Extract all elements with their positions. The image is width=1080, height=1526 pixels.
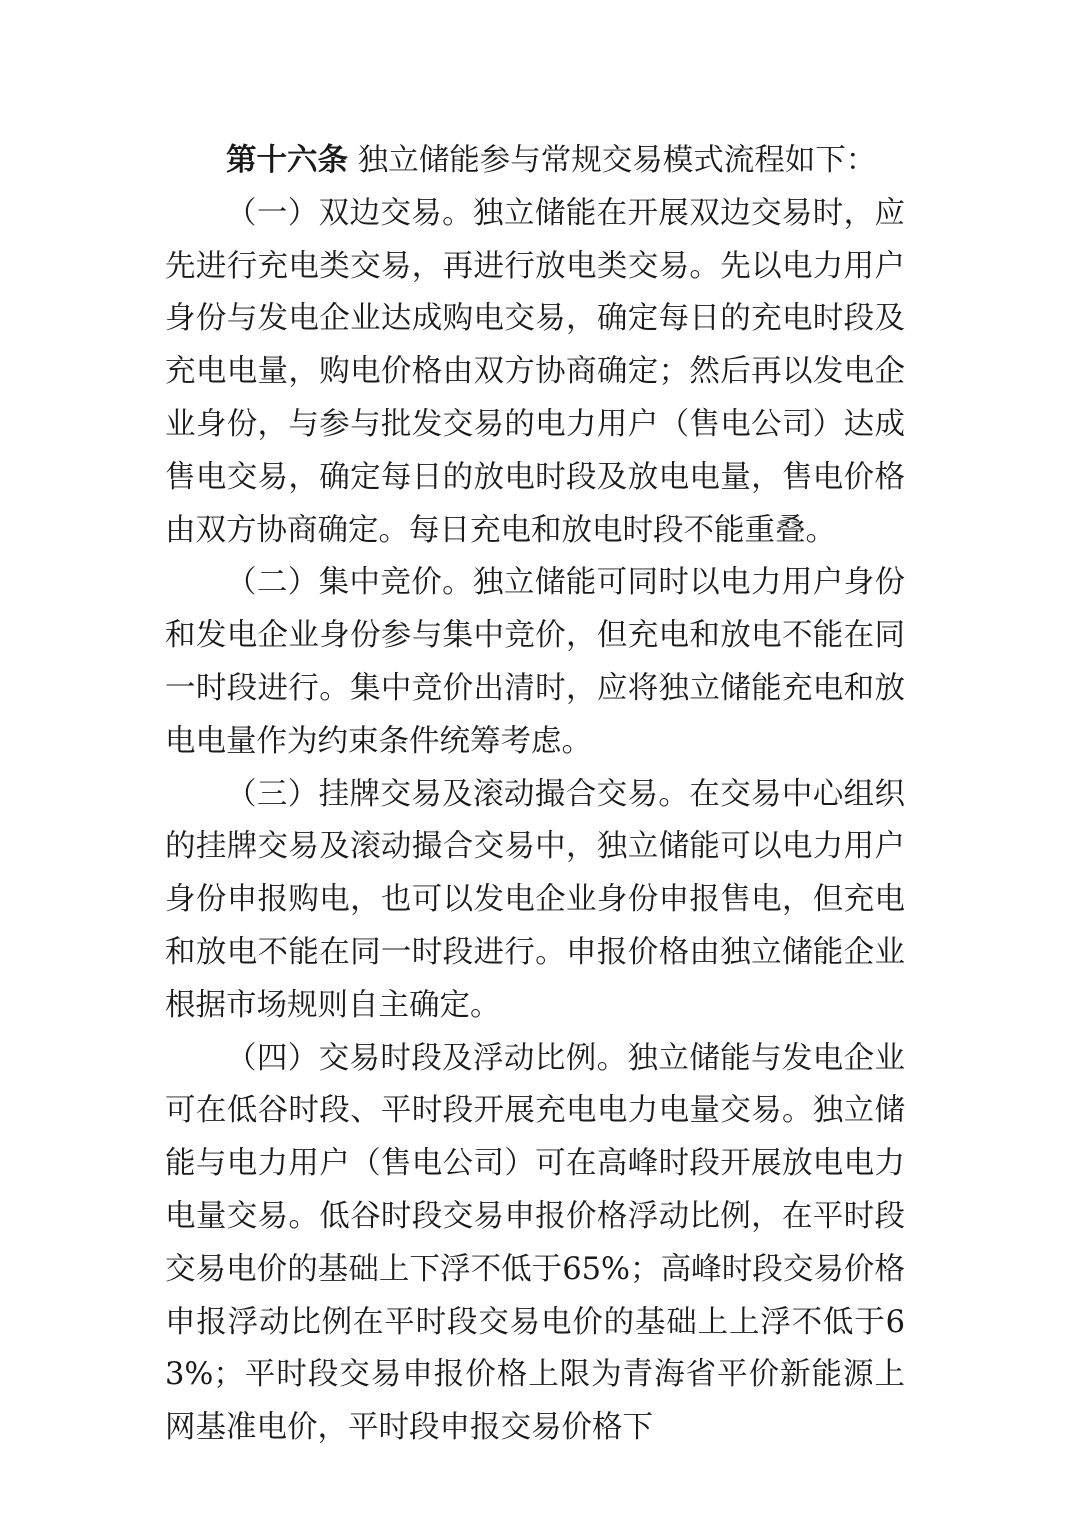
article-heading-paragraph	[165, 134, 905, 188]
paragraph-bilateral-trading: （一）双边交易。独立储能在开展双边交易时，应先进行充电类交易，再进行放电类交易。先以电力用户身份与发电企业达成购电交易，确定每日的充电时段及充电电量，购电价格由双方协商确定；然后再以发电企业身份，与参与批发交易的电力用户（售电公司）达成售电交易，确定每日的放电时段及放电电量，售电价格由双方协商确定。每日充电和放电时段不能重叠。	[165, 195, 905, 548]
article-body	[165, 134, 905, 1455]
article-number: 第十六条	[226, 142, 348, 178]
paragraph-listing-trading: （三）挂牌交易及滚动撮合交易。在交易中心组织的挂牌交易及滚动撮合交易中，独立储能可以电力用户身份申报购电，也可以发电企业身份申报售电，但充电和放电不能在同一时段进行。申报价格由独立储能企业根据市场规则自主确定。	[165, 776, 905, 1023]
article-heading: 独立储能参与常规交易模式流程如下：	[348, 143, 877, 178]
paragraph-trading-periods: （四）交易时段及浮动比例。独立储能与发电企业可在低谷时段、平时段开展充电电力电量交易。独立储能与电力用户（售电公司）可在高峰时段开展放电电力电量交易。低谷时段交易申报价格浮动比例，在平时段交易电价的基础上下浮不低于65%；高峰时段交易价格申报浮动比例在平时段交易电价的基础上上浮不低于63%；平时段交易申报价格上限为青海省平价新能源上网基准电价，平时段申报交易价格下	[165, 1040, 905, 1446]
paragraph-centralized-bidding: （二）集中竞价。独立储能可同时以电力用户身份和发电企业身份参与集中竞价，但充电和放电不能在同一时段进行。集中竞价出清时，应将独立储能充电和放电电量作为约束条件统筹考虑。	[165, 565, 905, 759]
